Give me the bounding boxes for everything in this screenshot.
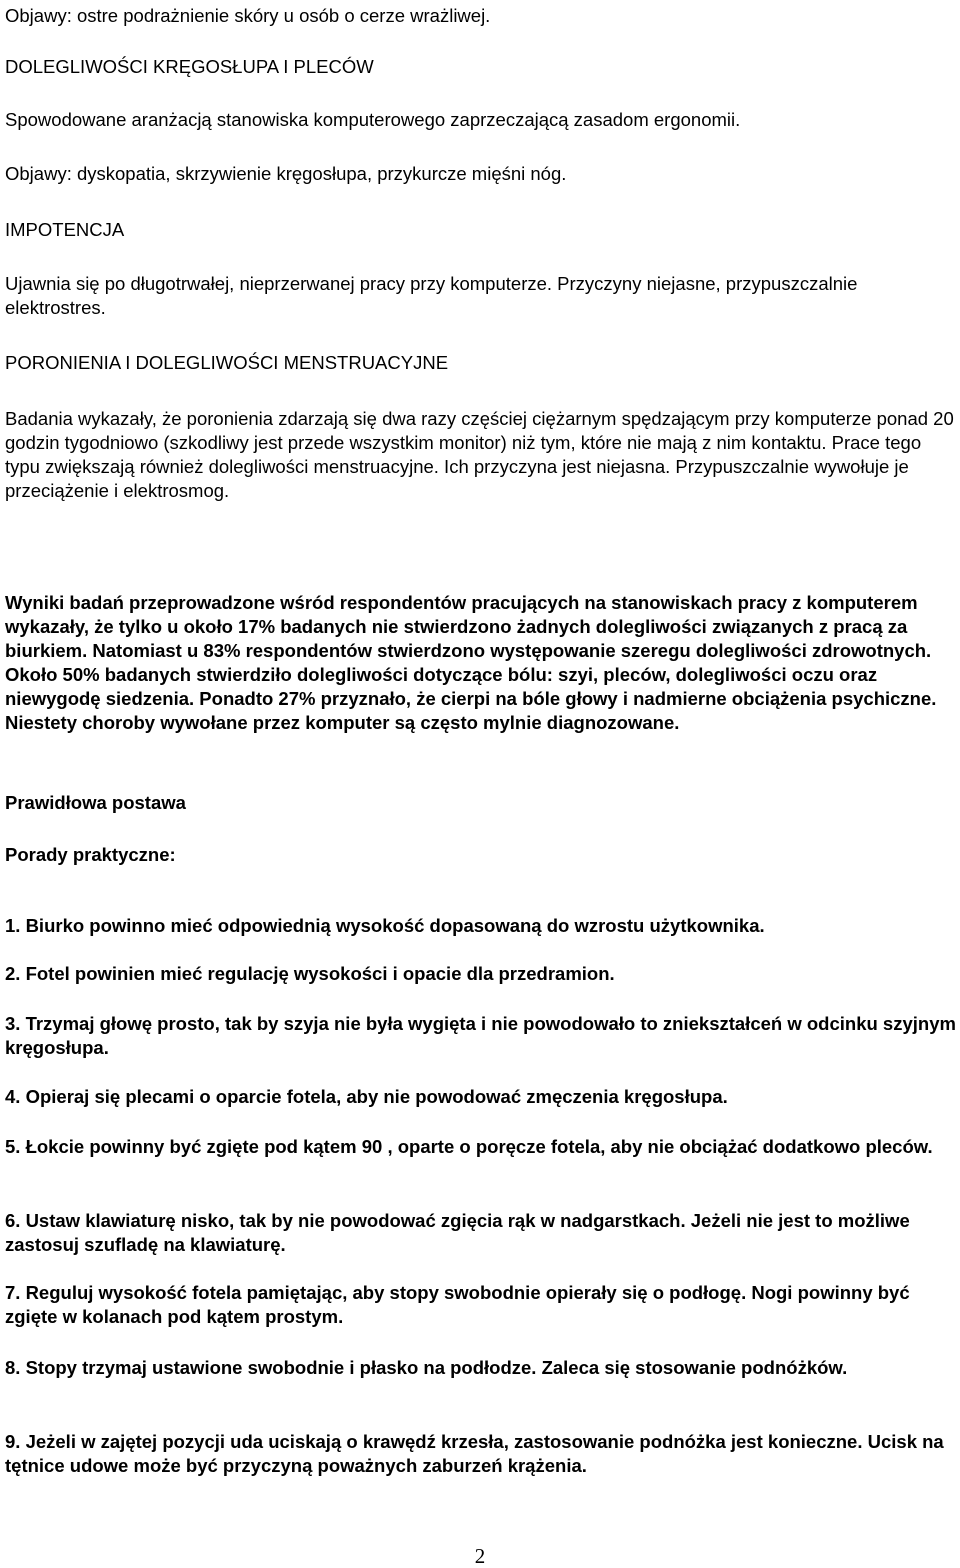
survey-results-paragraph: Wyniki badań przeprowadzone wśród respondentów pracujących na stanowiskach pracy z komputerem wykazały, że tylko u około 17% badanych nie stwierdzono żadnych dolegliwości związanych z pracą za biurkiem. Natomiast u 83% respondentów stwierdzono występowanie szeregu dolegliwości zdrowotnych. Około 50% badanych stwierdziło dolegliwości dotyczące bólu: szyi, pleców, dolegliwości oczu oraz niewygodę siedzenia. Ponadto 27% przyznało, że cierpi na bóle głowy i nadmierne obciążenia psychiczne. Niestety choroby wywołane przez komputer są często mylnie diagnozowane. [5,592,937,733]
tip-item: 1. Biurko powinno mieć odpowiednią wysokość dopasowaną do wzrostu użytkownika. [5,915,765,936]
spine-symptoms-text: Objawy: dyskopatia, skrzywienie kręgosłupa, przykurcze mięśni nóg. [5,163,567,184]
tip-item: 2. Fotel powinien mieć regulację wysokości i opacie dla przedramion. [5,963,615,984]
skin-symptoms-text: Objawy: ostre podrażnienie skóry u osób o cerze wrażliwej. [5,5,491,26]
tip-item: 3. Trzymaj głowę prosto, tak by szyja nie była wygięta i nie powodowało to zniekształceń w odcinku szyjnym kręgosłupa. [5,1013,956,1058]
tip-item: 9. Jeżeli w zajętej pozycji uda uciskają o krawędź krzesła, zastosowanie podnóżka jest konieczne. Ucisk na tętnice udowe może być przyczyną poważnych zaburzeń krążenia. [5,1431,944,1476]
miscarriage-text: Badania wykazały, że poronienia zdarzają się dwa razy częściej ciężarnym spędzającym przy komputerze ponad 20 godzin tygodniowo (szkodliwy jest przede wszystkim monitor) niż tym, które nie mają z nim kontaktu. Prace tego typu zwiększają również dolegliwości menstruacyjne. Ich przyczyna jest niejasna. Przypuszczalnie wywołuje je przeciążenie i elektrosmog. [5,408,954,501]
tip-item: 4. Opieraj się plecami o oparcie fotela, aby nie powodować zmęczenia kręgosłupa. [5,1086,728,1107]
tip-item: 8. Stopy trzymaj ustawione swobodnie i płasko na podłodze. Zaleca się stosowanie podnóżków. [5,1357,848,1378]
tip-item: 6. Ustaw klawiaturę nisko, tak by nie powodować zgięcia rąk w nadgarstkach. Jeżeli nie jest to możliwe zastosuj szufladę na klawiaturę. [5,1210,910,1255]
page-number: 2 [474,1544,486,1568]
miscarriage-heading: PORONIENIA I DOLEGLIWOŚCI MENSTRUACYJNE [5,352,449,373]
tip-item: 7. Reguluj wysokość fotela pamiętając, aby stopy swobodnie opierały się o podłogę. Nogi powinny być zgięte w kolanach pod kątem prostym. [5,1282,910,1327]
impotence-text: Ujawnia się po długotrwałej, nieprzerwanej pracy przy komputerze. Przyczyny niejasne, przypuszczalnie elektrostres. [5,273,858,318]
tip-item: 5. Łokcie powinny być zgięte pod kątem 90 , oparte o poręcze fotela, aby nie obciążać dodatkowo pleców. [5,1136,933,1157]
spine-heading: DOLEGLIWOŚCI KRĘGOSŁUPA I PLECÓW [5,56,374,77]
tips-heading: Porady praktyczne: [5,844,176,865]
spine-cause-text: Spowodowane aranżacją stanowiska komputerowego zaprzeczającą zasadom ergonomii. [5,109,741,130]
posture-heading: Prawidłowa postawa [5,792,186,813]
impotence-heading: IMPOTENCJA [5,219,125,240]
